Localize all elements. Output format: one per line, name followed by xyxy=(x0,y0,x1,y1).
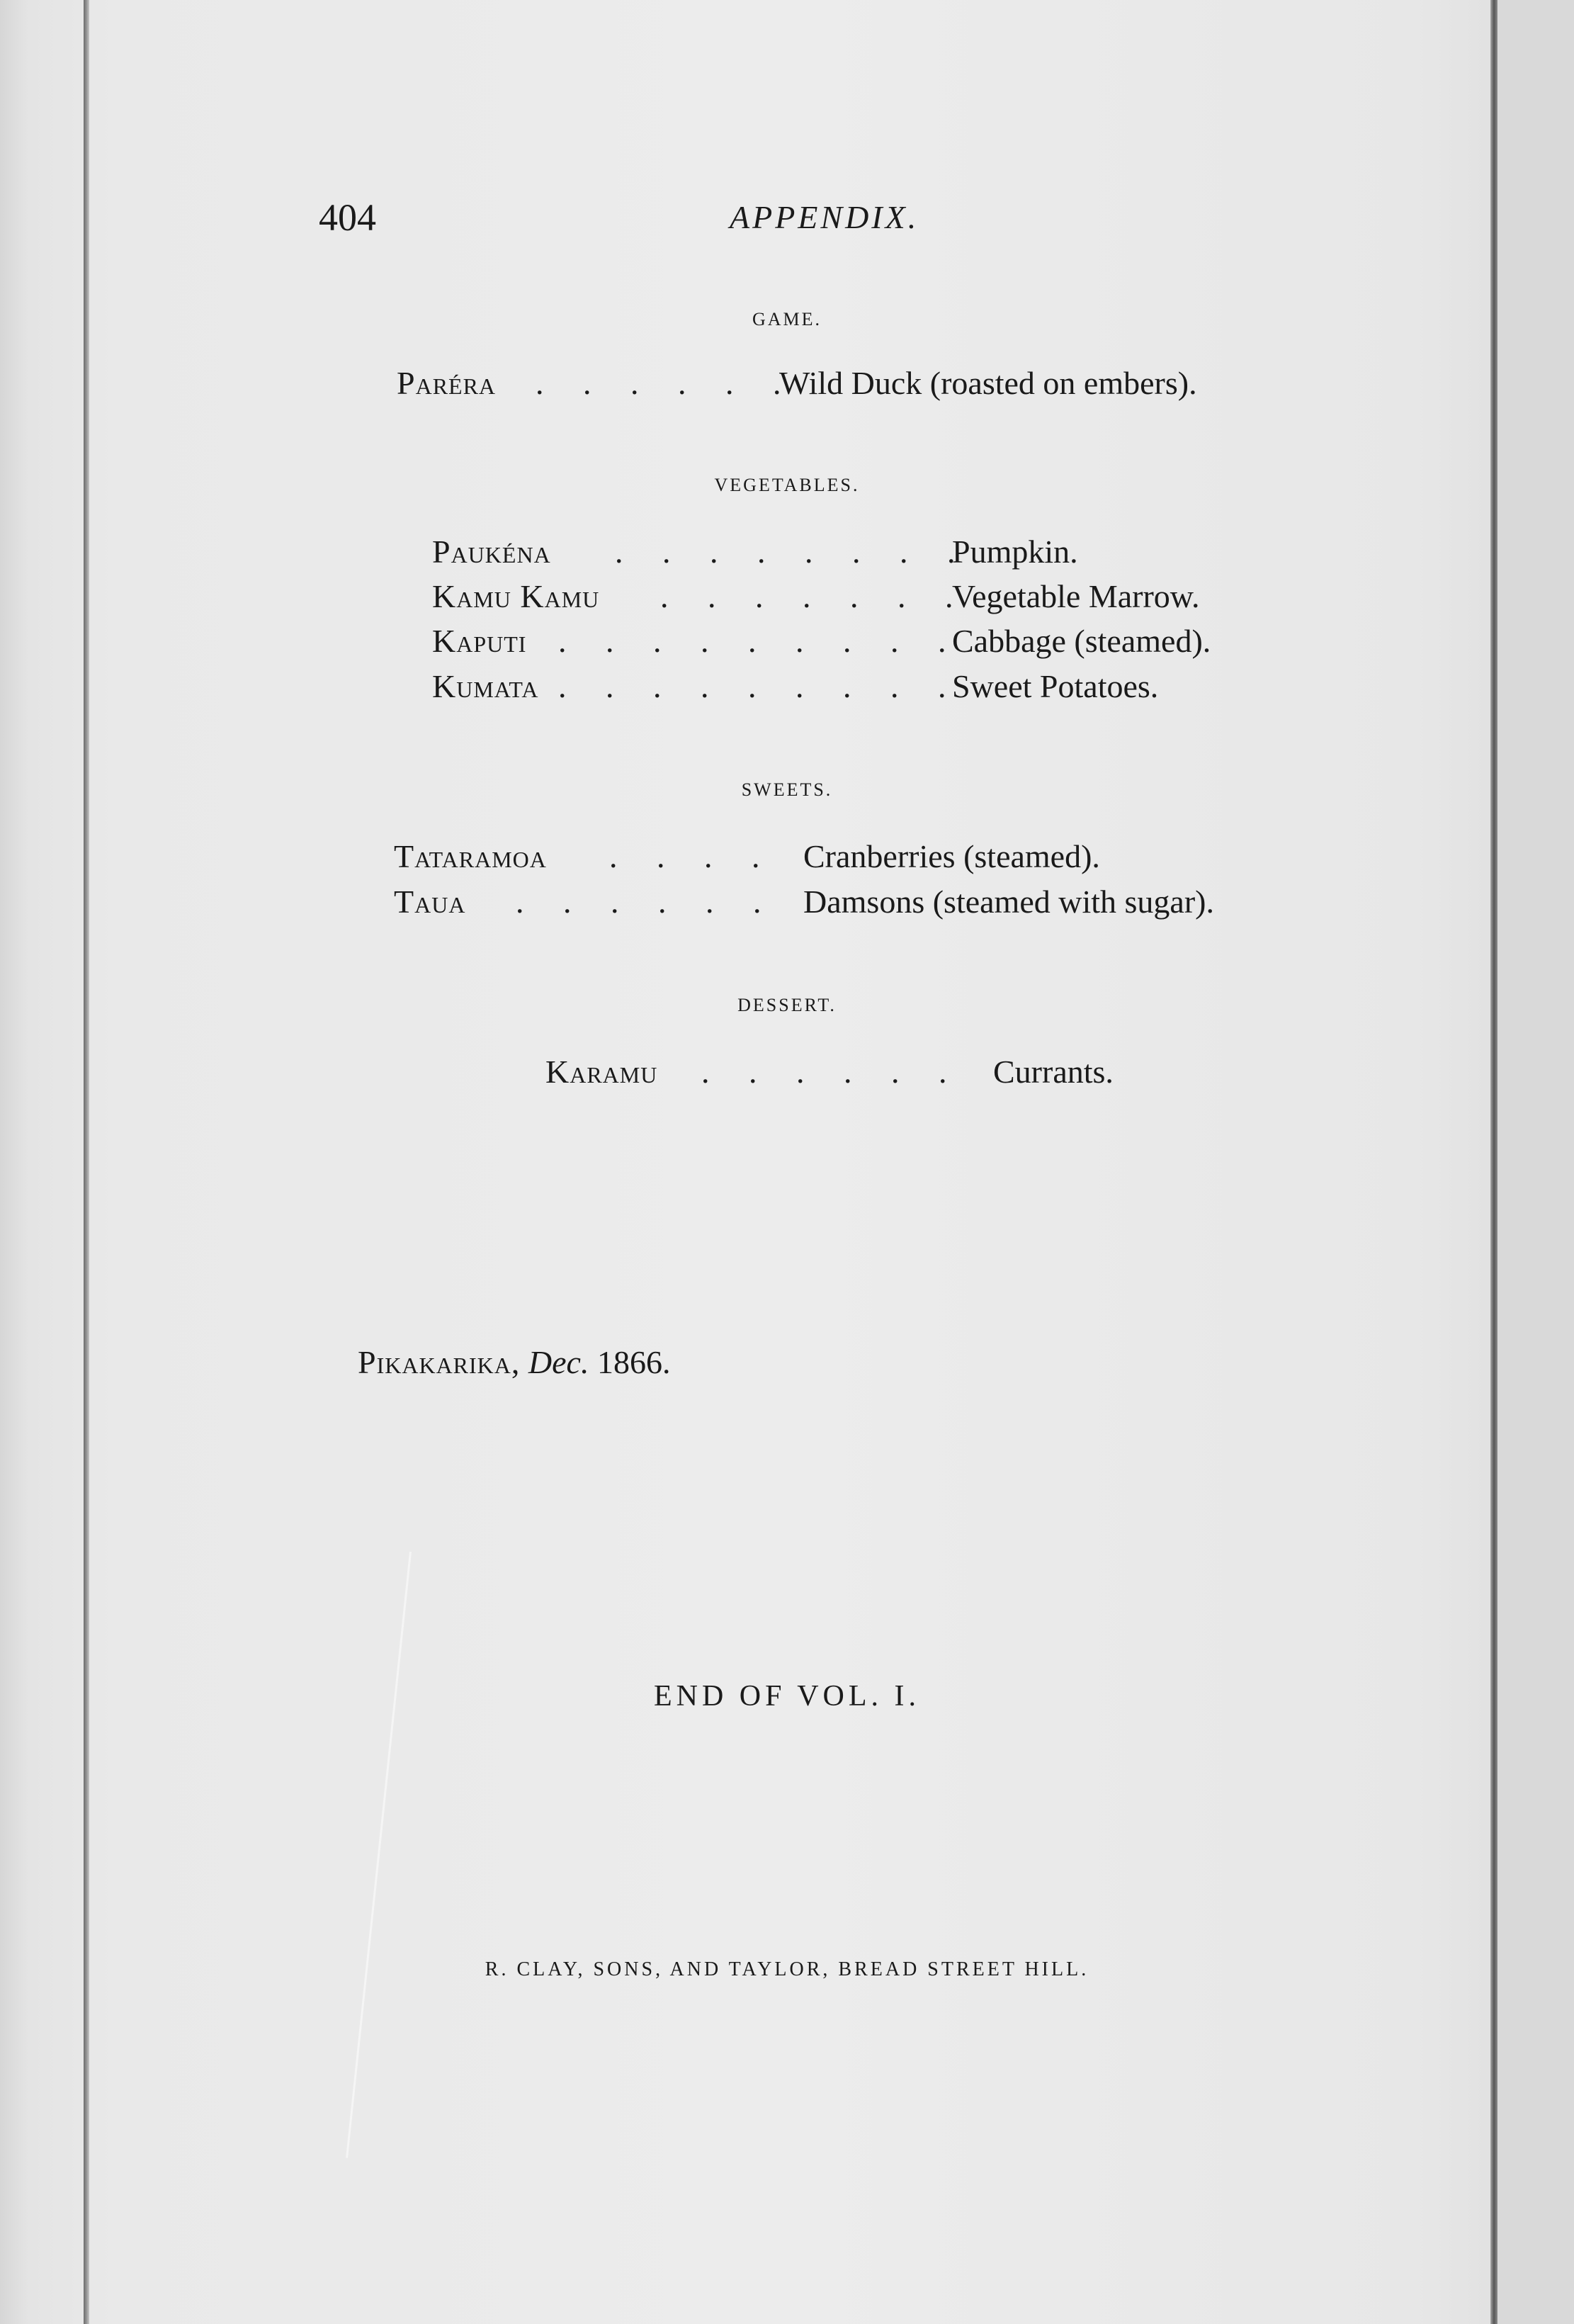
section-heading-game: GAME. xyxy=(752,309,822,329)
end-of-volume-note: END OF VOL. I. xyxy=(653,1680,921,1713)
dot-leader: . . . . . . . . . xyxy=(558,623,962,659)
menu-row-kamu-kamu xyxy=(432,577,1275,620)
menu-row-taua xyxy=(394,883,1293,925)
dateline-year: 1866. xyxy=(596,1344,671,1380)
menu-row-kaputi xyxy=(432,622,1275,665)
running-head-title: APPENDIX. xyxy=(730,199,919,235)
menu-row-parera xyxy=(397,364,1289,407)
english-meaning: Cabbage (steamed). xyxy=(952,623,1211,659)
dot-leader: . . . . xyxy=(609,838,776,874)
maori-name: Tataramoa xyxy=(394,838,547,874)
section-heading-dessert: DESSERT. xyxy=(737,995,837,1015)
maori-name: Paréra xyxy=(397,365,497,401)
printer-imprint: R. CLAY, SONS, AND TAYLOR, BREAD STREET HILL. xyxy=(485,1958,1089,1980)
menu-row-paukena xyxy=(432,533,1275,575)
english-meaning: Cranberries (steamed). xyxy=(803,838,1100,874)
section-heading-sweets: SWEETS. xyxy=(741,779,833,800)
dateline xyxy=(358,1343,670,1381)
dot-leader: . . . . . . xyxy=(701,1054,963,1090)
menu-row-kumata xyxy=(432,667,1275,710)
english-meaning: Vegetable Marrow. xyxy=(952,578,1200,614)
dot-leader: . . . . . . xyxy=(536,365,797,401)
english-meaning: Sweet Potatoes. xyxy=(952,668,1159,704)
english-meaning: Damsons (steamed with sugar). xyxy=(803,884,1214,920)
menu-row-karamu xyxy=(545,1053,1169,1095)
maori-name: Kamu Kamu xyxy=(432,578,600,614)
menu-row-tataramoa xyxy=(394,837,1293,880)
maori-name: Karamu xyxy=(545,1054,658,1090)
maori-name: Kumata xyxy=(432,668,539,704)
dot-leader: . . . . . . xyxy=(516,884,777,920)
section-heading-vegetables: VEGETABLES. xyxy=(714,475,860,495)
dateline-month: Dec. xyxy=(528,1344,589,1380)
maori-name: Paukéna xyxy=(432,534,551,570)
english-meaning: Pumpkin. xyxy=(952,534,1078,570)
dot-leader: . . . . . . . . . xyxy=(558,668,962,704)
dateline-place: Pikakarika, xyxy=(358,1344,521,1380)
maori-name: Taua xyxy=(394,884,466,920)
page-number: 404 xyxy=(319,196,376,239)
english-meaning: Wild Duck (roasted on embers). xyxy=(779,365,1197,401)
dot-leader: . . . . . . . xyxy=(660,578,969,614)
running-head xyxy=(0,196,1574,245)
english-meaning: Currants. xyxy=(993,1054,1114,1090)
dot-leader: . . . . . . . . xyxy=(615,534,971,570)
maori-name: Kaputi xyxy=(432,623,527,659)
